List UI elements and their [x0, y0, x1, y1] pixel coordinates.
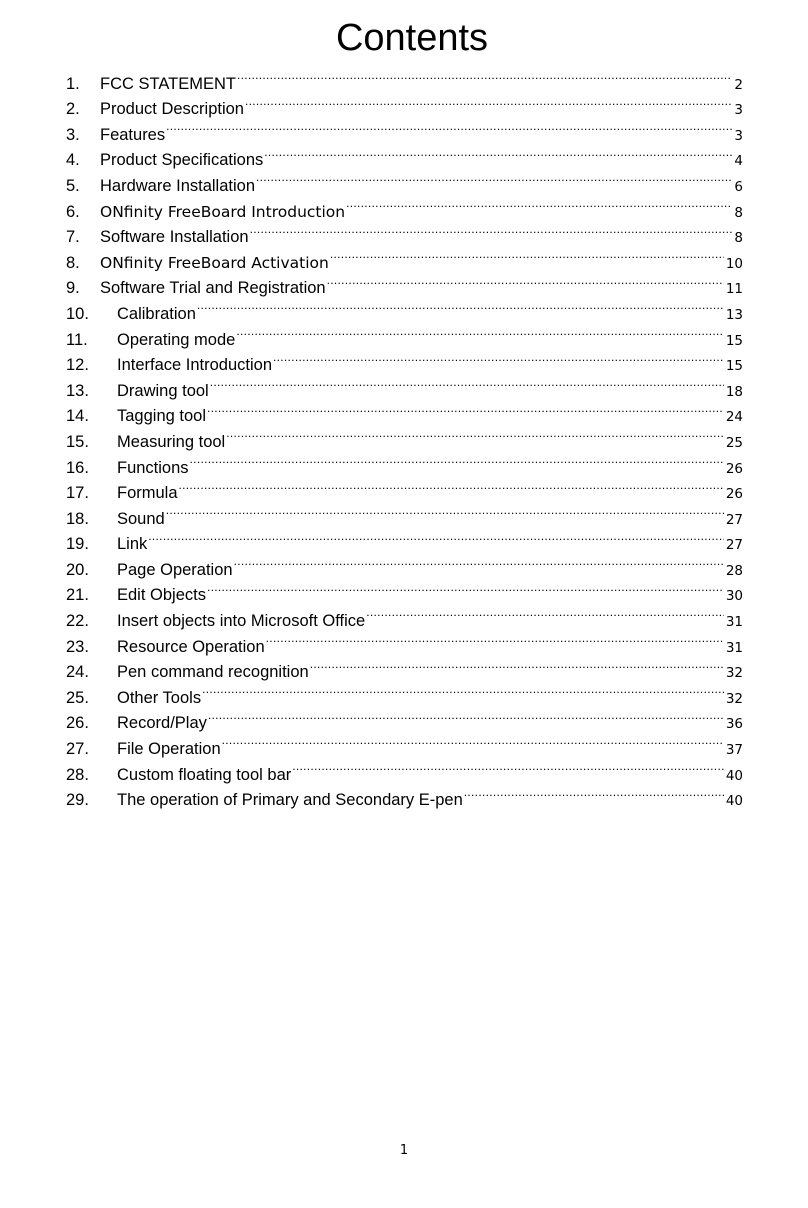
entry-page-number: 40	[725, 793, 743, 810]
entry-page-number: 6	[734, 178, 743, 195]
entry-page-number: 26	[725, 486, 743, 503]
entry-title: Calibration	[117, 304, 196, 323]
entry-page-number: 15	[725, 358, 743, 375]
dot-leader	[291, 754, 724, 780]
entry-title: Record/Play	[117, 714, 207, 733]
entry-number: 29.	[66, 791, 89, 810]
entry-number: 10.	[66, 304, 89, 323]
entry-number: 20.	[66, 560, 89, 579]
entry-title: Software Installation	[100, 228, 249, 247]
entry-title: Interface Introduction	[117, 356, 273, 375]
entry-number: 15.	[66, 432, 89, 451]
dot-leader	[207, 703, 724, 729]
entry-number: 19.	[66, 535, 89, 554]
entry-page-number: 8	[734, 204, 743, 221]
entry-page-number: 15	[725, 332, 743, 349]
entry-page-number: 2	[734, 76, 743, 93]
dot-leader	[255, 165, 732, 191]
entry-title: Tagging tool	[117, 407, 206, 426]
entry-number: 13.	[66, 381, 89, 400]
entry-page-number: 27	[725, 537, 743, 554]
entry-number: 26.	[66, 714, 89, 733]
dot-leader	[201, 677, 724, 703]
entry-title: Functions	[117, 458, 189, 477]
entry-title: Resource Operation	[117, 637, 265, 656]
entry-title: Link	[117, 535, 148, 554]
dot-leader	[235, 319, 723, 345]
entry-number: 16.	[66, 458, 89, 477]
entry-number: 18.	[66, 509, 89, 528]
dot-leader	[309, 652, 724, 678]
dot-leader	[206, 575, 724, 601]
entry-title: Page Operation	[117, 560, 233, 579]
entry-title: Other Tools	[117, 688, 202, 707]
entry-page-number: 13	[725, 306, 743, 323]
dot-leader	[272, 345, 724, 371]
entry-page-number: 3	[734, 102, 743, 119]
entry-page-number: 31	[725, 639, 743, 656]
entry-title: Insert objects into Microsoft Office	[117, 612, 366, 631]
toc-entry[interactable]	[66, 524, 743, 554]
entry-number: 5.	[66, 176, 80, 195]
entry-number: 25.	[66, 688, 89, 707]
entry-page-number: 37	[725, 742, 743, 759]
entry-page-number: 25	[725, 434, 743, 451]
entry-number: 1.	[66, 74, 80, 93]
dot-leader	[326, 268, 724, 294]
entry-number: 21.	[66, 586, 89, 605]
entry-number: 22.	[66, 612, 89, 631]
entry-number: 27.	[66, 740, 89, 759]
dot-leader	[265, 626, 724, 652]
entry-page-number: 27	[725, 511, 743, 528]
entry-title: File Operation	[117, 740, 221, 759]
entry-page-number: 18	[725, 383, 743, 400]
entry-number: 2.	[66, 100, 80, 119]
dot-leader	[463, 780, 724, 806]
entry-page-number: 26	[725, 460, 743, 477]
toc-entry[interactable]	[66, 63, 743, 93]
dot-leader	[233, 549, 724, 575]
entry-title: Formula	[117, 484, 178, 503]
entry-number: 28.	[66, 765, 89, 784]
entry-number: 9.	[66, 279, 80, 298]
entry-page-number: 3	[734, 127, 743, 144]
entry-number: 8.	[66, 253, 80, 272]
entry-title: Custom floating tool bar	[117, 765, 292, 784]
dot-leader	[196, 293, 724, 319]
toc-entry[interactable]	[66, 498, 743, 528]
entry-page-number: 31	[725, 614, 743, 631]
toc-entry[interactable]	[66, 140, 743, 170]
entry-title: Drawing tool	[117, 381, 209, 400]
dot-leader	[263, 140, 732, 166]
dot-leader	[236, 63, 732, 89]
entry-page-number: 32	[725, 665, 743, 682]
entry-number: 3.	[66, 125, 80, 144]
dot-leader	[365, 600, 724, 626]
entry-title: Hardware Installation	[100, 176, 255, 195]
table-of-contents	[66, 63, 743, 810]
entry-title: The operation of Primary and Secondary E-pen	[117, 791, 463, 810]
entry-number: 14.	[66, 407, 89, 426]
entry-title: Product Specifications	[100, 151, 264, 170]
entry-number: 11.	[66, 330, 88, 349]
entry-title: Edit Objects	[117, 586, 206, 605]
entry-title: Features	[100, 125, 166, 144]
toc-entry[interactable]	[66, 549, 743, 579]
page-number: 1	[399, 1143, 409, 1158]
entry-page-number: 24	[725, 409, 743, 426]
entry-page-number: 32	[725, 690, 743, 707]
dot-leader	[189, 447, 724, 473]
entry-title: Product Description	[100, 100, 244, 119]
entry-page-number: 40	[725, 767, 743, 784]
entry-number: 17.	[66, 484, 89, 503]
entry-page-number: 10	[725, 255, 743, 272]
entry-number: 24.	[66, 663, 89, 682]
dot-leader	[206, 396, 724, 422]
entry-title: ONfinity FreeBoard Activation	[100, 253, 329, 272]
entry-title: Sound	[117, 509, 165, 528]
toc-entry[interactable]	[66, 114, 743, 144]
dot-leader	[225, 421, 724, 447]
entry-title: ONfinity FreeBoard Introduction	[100, 202, 346, 221]
entry-title: FCC STATEMENT	[100, 74, 236, 93]
entry-title: Software Trial and Registration	[100, 279, 326, 298]
entry-page-number: 36	[725, 716, 743, 733]
dot-leader	[221, 728, 724, 754]
dot-leader	[165, 498, 724, 524]
entry-number: 7.	[66, 228, 80, 247]
entry-title: Pen command recognition	[117, 663, 309, 682]
entry-title: Operating mode	[117, 330, 236, 349]
entry-number: 6.	[66, 202, 80, 221]
dot-leader	[209, 370, 724, 396]
dot-leader	[165, 114, 732, 140]
entry-page-number: 11	[725, 281, 743, 298]
dot-leader	[244, 89, 732, 115]
entry-page-number: 28	[725, 562, 743, 579]
dot-leader	[178, 473, 724, 499]
entry-number: 12.	[66, 356, 89, 375]
entry-page-number: 4	[734, 153, 743, 170]
entry-page-number: 8	[734, 230, 743, 247]
dot-leader	[249, 217, 733, 243]
dot-leader	[345, 191, 732, 217]
page-title: Contents	[335, 17, 489, 59]
entry-page-number: 30	[725, 588, 743, 605]
entry-number: 23.	[66, 637, 89, 656]
dot-leader	[147, 524, 724, 550]
dot-leader	[329, 242, 724, 268]
entry-title: Measuring tool	[117, 432, 226, 451]
entry-number: 4.	[66, 151, 80, 170]
